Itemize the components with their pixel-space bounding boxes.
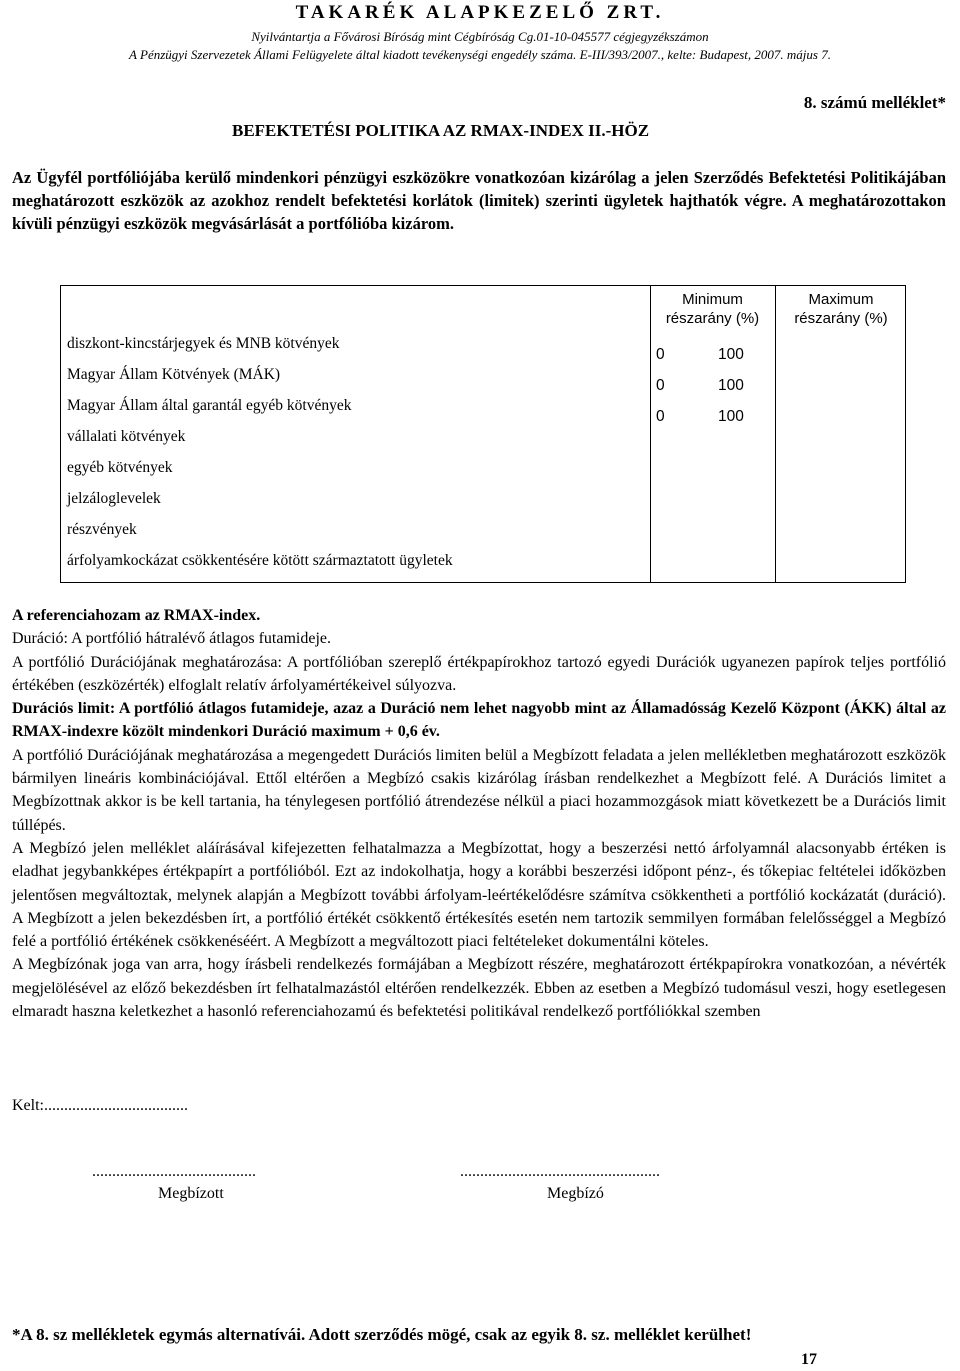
table-row-label: diszkont-kincstárjegyek és MNB kötvények [67,335,340,352]
duration-limit: Durációs limit: A portfólió átlagos futamideje, azaz a Duráció nem lehet nagyobb mint az Államadósság Kezelő Központ (ÁKK) által az RMAX-indexre közölt mindenkori Duráció maximum + 0,6 év. [12,700,946,741]
paragraph-2: A Megbízó jelen melléklet aláírásával kifejezetten felhatalmazza a Megbízottat, hogy a beszerzési nettó árfolyamnál alacsonyabb értéken is eladhat jegybankképes értékpapírt a portfólióból. Ezt az indokolhatja, hogy a korábbi beszerzési időpont pénz-, és tőkepiac feltételei időközben jelentősen megváltoztak, melynek alapján a Megbízott további árfolyam-leértékelődésre számítva csökkentheti a portfólió kockázatát (duráció). A Megbízott a jelen bekezdésben írt, a portfólió értékét csökkentő értékesítés esetén nem tartozik semmilyen formában felelősséggel a Megbízó felé a portfólió értékének csökkenéséért. A Megbízott a megváltozott piaci feltételeket dokumentálni köteles. [12,839,946,951]
max-value: 100 [718,377,744,394]
company-name: TAKARÉK ALAPKEZELŐ ZRT. [295,2,665,23]
duration-calculation: A portfólió Durációjának meghatározása: A portfólióban szereplő értékpapírokhoz tartozó egyedi Durációk ugyanezen papírok teljes portfólió értékében (eszközérték) elfoglalt relatív árfolyamértékeivel súlyozva. [12,653,946,694]
date-line: Kelt:.................................... [12,1097,188,1114]
table-row-label: jelzáloglevelek [67,490,161,507]
reference-line: A referenciahozam az RMAX-index. [12,607,261,624]
limits-table [60,285,906,583]
table-row-label: Magyar Állam Kötvények (MÁK) [67,366,281,383]
annex-label: 8. számú melléklet* [803,93,946,112]
policy-title: BEFEKTETÉSI POLITIKA AZ RMAX-INDEX II.-HÖZ [232,121,650,140]
min-value: 0 [656,408,665,425]
paragraph-1: A portfólió Durációjának meghatározása a megengedett Durációs limiten belül a Megbízott feladata a jelen mellékletben meghatározott eszközök bármilyen lineáris kombinációjával. Ettől eltérően a Megbízó csakis kizárólag írásban rendelkezhet a Megbízott felé. A Durációs limitet a Megbízottnak akkor is be kell tartania, ha ténylegesen portfólió átrendezése nélkül a piaci hozammozgások miatt következett be a Durációs limit túllépés. [12,746,946,834]
table-row-label: Magyar Állam által garantál egyéb kötvények [67,397,352,414]
intro-paragraph: Az Ügyfél portfóliójába kerülő mindenkori pénzügyi eszközökre vonatkozóan kizárólag a jelen Szerződés Befektetési Politikájában meghatározott eszközök az azokhoz rendelt befektetési korlátok (limitek) szerinti ügyletek hajthatók végre. A meghatározottakon kívüli pénzügyi eszközök megvásárlását a portfólióba kizárom. [12,168,946,233]
signature-line-right: .................................................. [460,1163,660,1180]
max-value: 100 [718,408,744,425]
col-min-header: Minimum részarány (%) [665,291,760,327]
min-value: 0 [656,346,665,363]
max-value: 100 [718,346,744,363]
table-divider [775,286,776,582]
table-row-label: részvények [67,521,137,538]
policy-body [12,604,946,1023]
signature-line-left: ......................................... [92,1163,256,1180]
paragraph-3: A Megbízónak joga van arra, hogy írásbeli rendelkezés formájában a Megbízott részére, meghatározott értékpapírokra vonatkozóan, a névérték megjelölésével az előző bekezdésben írt felhatalmazástól eltérően rendelkezzék. Ebben az esetben a Megbízó tudomásul veszi, hogy esetlegesen elmaradt haszna keletkezhet a hasonló referenciahozamú és befektetési politikával rendelkező portfóliókkal szemben [12,956,946,1021]
min-value: 0 [656,377,665,394]
table-divider [650,286,651,582]
registry-line: Nyilvántartja a Fővárosi Bíróság mint Cégbíróság Cg.01-10-045577 cégjegyzékszámon [251,29,709,44]
table-row-label: vállalati kötvények [67,428,186,445]
table-row-label: árfolyamkockázat csökkentésére kötött származtatott ügyletek [67,552,453,569]
license-line: A Pénzügyi Szervezetek Állami Felügyelete által kiadott tevékenységi engedély száma. E-III/393/2007., kelte: Budapest, 2007. május 7. [129,47,831,62]
footer-note: *A 8. sz mellékletek egymás alternatívái. Adott szerződés mögé, csak az egyik 8. sz. melléklet kerülhet! [12,1325,752,1344]
duration-definition: Duráció: A portfólió hátralévő átlagos futamideje. [12,630,332,648]
table-row-label: egyéb kötvények [67,459,173,476]
page-number: 17 [801,1351,817,1368]
signature-label-right: Megbízó [547,1185,604,1202]
signature-label-left: Megbízott [158,1185,224,1202]
col-max-header: Maximum részarány (%) [794,291,888,327]
